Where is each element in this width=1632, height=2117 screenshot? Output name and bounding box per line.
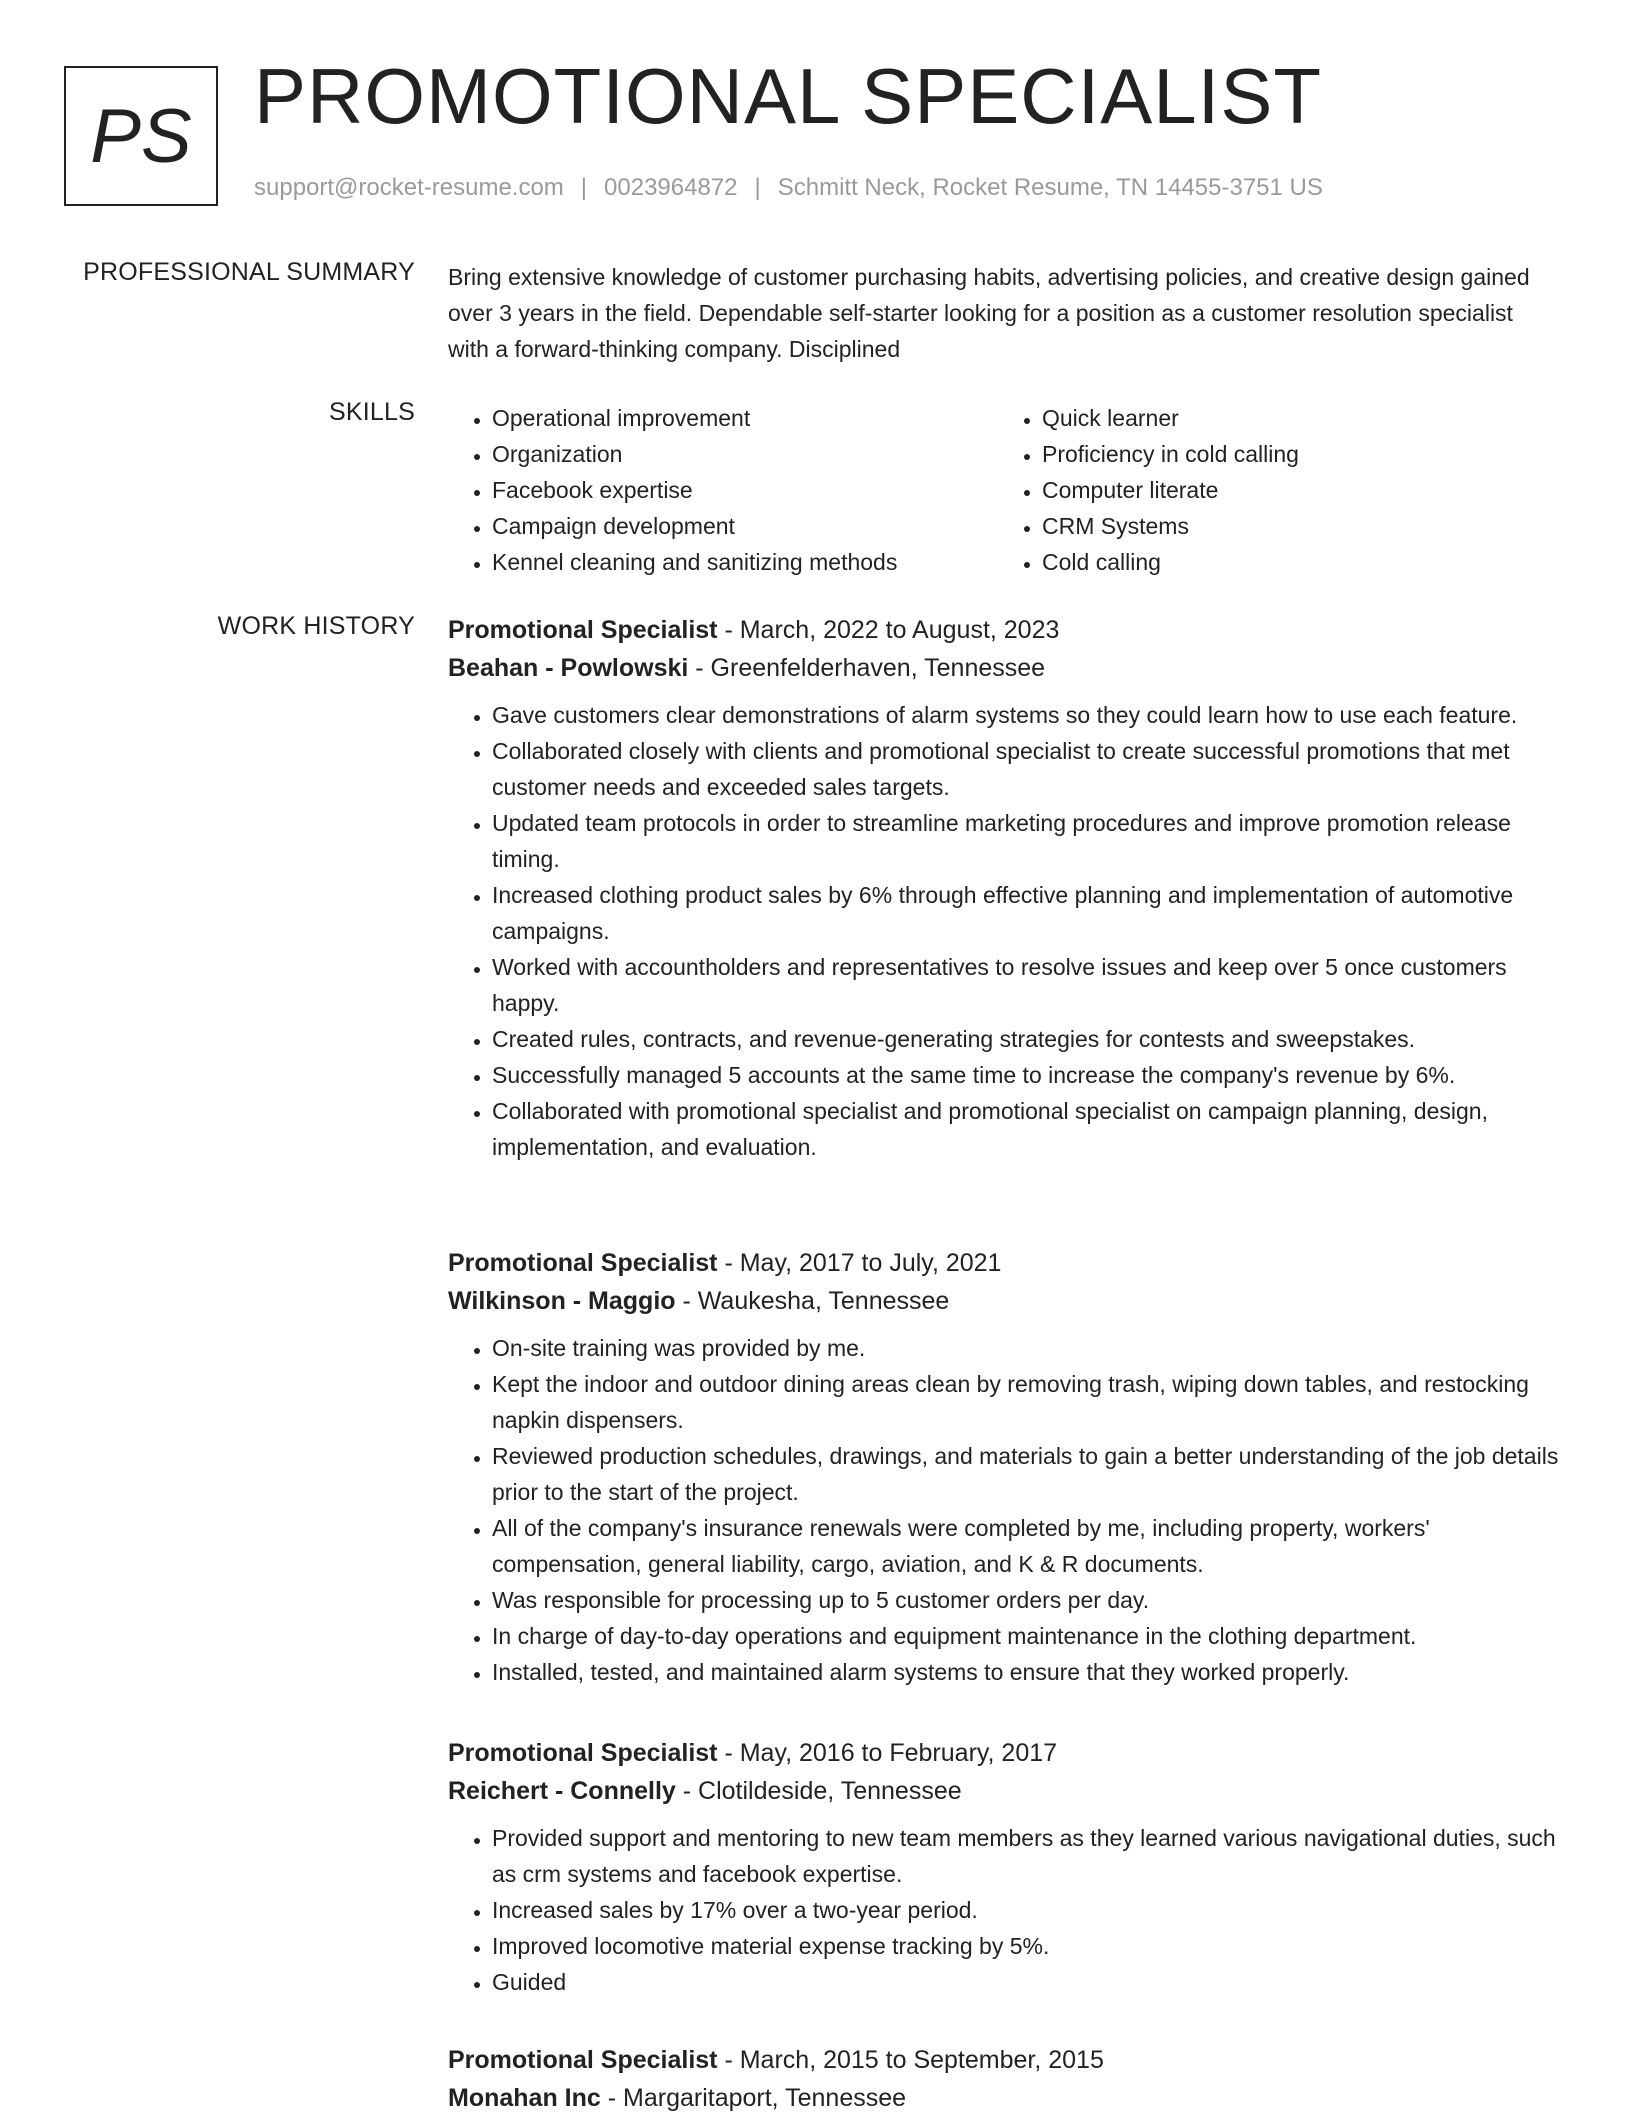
job-entry [448, 2041, 1572, 2117]
skill-item: • Proficiency in cold calling [1042, 436, 1542, 472]
skill-item: • Operational improvement [492, 400, 992, 436]
skills-list-right [998, 400, 1542, 580]
job-company-line [448, 1282, 1572, 1320]
job-bullet: • Installed, tested, and maintained alarm systems to ensure that they worked properly. [492, 1654, 1572, 1690]
job-location: - Greenfelderhaven, Tennessee [688, 654, 1046, 682]
skill-item: • Cold calling [1042, 544, 1542, 580]
job-entry [448, 611, 1572, 1165]
job-entry [448, 1734, 1572, 2000]
job-bullets [448, 1820, 1572, 2000]
skill-item: • CRM Systems [1042, 508, 1542, 544]
job-bullet: • All of the company's insurance renewals were completed by me, including property, workers' compensation, general liability, cargo, aviation, and K & R documents. [492, 1510, 1572, 1582]
work-history-heading: WORK HISTORY [217, 612, 415, 640]
contact-separator: | [580, 174, 588, 201]
job-title: Promotional Specialist [448, 616, 718, 644]
job-bullet: • Increased sales by 17% over a two-year period. [492, 1892, 1572, 1928]
job-title: Promotional Specialist [448, 1739, 718, 1767]
skill-item: • Kennel cleaning and sanitizing methods [492, 544, 992, 580]
job-bullet: • In charge of day-to-day operations and equipment maintenance in the clothing department. [492, 1618, 1572, 1654]
skill-item: • Computer literate [1042, 472, 1542, 508]
job-location: - Clotildeside, Tennessee [675, 1777, 962, 1805]
job-company-line [448, 649, 1572, 687]
job-bullet: • Updated team protocols in order to streamline marketing procedures and improve promotion release timing. [492, 805, 1572, 877]
contact-email[interactable]: support@rocket-resume.com [254, 174, 564, 201]
job-bullet: • Gave customers clear demonstrations of alarm systems so they could learn how to use each feature. [492, 697, 1572, 733]
job-entry [448, 1244, 1572, 1690]
job-bullet: • Guided [492, 1964, 1572, 2000]
job-bullet: • Kept the indoor and outdoor dining areas clean by removing trash, wiping down tables, and restocking napkin dispensers. [492, 1366, 1572, 1438]
job-company: Monahan Inc [448, 2084, 601, 2112]
job-bullets [448, 697, 1572, 1165]
job-title-line [448, 2041, 1572, 2079]
job-title-line [448, 611, 1572, 649]
skill-item: • Campaign development [492, 508, 992, 544]
job-company: Beahan - Powlowski [448, 654, 689, 682]
job-bullets [448, 1330, 1572, 1690]
contact-address: Schmitt Neck, Rocket Resume, TN 14455-3751 US [777, 174, 1323, 201]
job-company: Wilkinson - Maggio [448, 1287, 676, 1315]
job-bullet: • Reviewed production schedules, drawings, and materials to gain a better understanding of the job details prior to the start of the project. [492, 1438, 1572, 1510]
skills-heading: SKILLS [329, 398, 415, 426]
job-title: Promotional Specialist [448, 1249, 718, 1277]
job-title-line [448, 1734, 1572, 1772]
job-bullet: • Successfully managed 5 accounts at the same time to increase the company's revenue by 6%. [492, 1057, 1572, 1093]
page-title: PROMOTIONAL SPECIALIST [254, 52, 1322, 140]
summary-text: Bring extensive knowledge of customer purchasing habits, advertising policies, and creative design gained over 3 years in the field. Dependable self-starter looking for a position as a customer resolution specialist with a forward-thinking company. Disciplined [448, 264, 1530, 362]
job-bullet: • Worked with accountholders and representatives to resolve issues and keep over 5 once customers happy. [492, 949, 1572, 1021]
job-title: Promotional Specialist [448, 2046, 718, 2074]
job-dates: - March, 2022 to August, 2023 [717, 616, 1060, 644]
job-bullet: • Provided support and mentoring to new team members as they learned various navigational duties, such as crm systems and facebook expertise. [492, 1820, 1572, 1892]
monogram-text: PS [90, 93, 192, 179]
job-bullet: • On-site training was provided by me. [492, 1330, 1572, 1366]
skill-item: • Organization [492, 436, 992, 472]
job-company-line [448, 2079, 1572, 2117]
job-bullet: • Was responsible for processing up to 5 customer orders per day. [492, 1582, 1572, 1618]
job-bullet: • Collaborated with promotional specialist and promotional specialist on campaign planning, design, implementation, and evaluation. [492, 1093, 1572, 1165]
job-bullet: • Improved locomotive material expense tracking by 5%. [492, 1928, 1572, 1964]
job-dates: - May, 2016 to February, 2017 [717, 1739, 1058, 1767]
job-company: Reichert - Connelly [448, 1777, 676, 1805]
monogram-logo [64, 66, 218, 206]
contact-separator: | [754, 174, 761, 201]
job-company-line [448, 1772, 1572, 1810]
job-title-line [448, 1244, 1572, 1282]
job-location: - Margaritaport, Tennessee [600, 2084, 907, 2112]
skills-list-left [448, 400, 992, 580]
skill-item: • Quick learner [1042, 400, 1542, 436]
contact-line [254, 174, 1323, 202]
job-bullet: • Created rules, contracts, and revenue-generating strategies for contests and sweepstakes. [492, 1021, 1572, 1057]
job-dates: - March, 2015 to September, 2015 [717, 2046, 1104, 2074]
job-bullet: • Collaborated closely with clients and promotional specialist to create successful promotions that met customer needs and exceeded sales targets. [492, 733, 1572, 805]
job-dates: - May, 2017 to July, 2021 [717, 1249, 1002, 1277]
summary-heading: PROFESSIONAL SUMMARY [83, 258, 415, 286]
skill-item: • Facebook expertise [492, 472, 992, 508]
job-bullet: • Increased clothing product sales by 6% through effective planning and implementation of automotive campaigns. [492, 877, 1572, 949]
job-location: - Waukesha, Tennessee [675, 1287, 950, 1315]
contact-phone[interactable]: 0023964872 [604, 174, 738, 201]
